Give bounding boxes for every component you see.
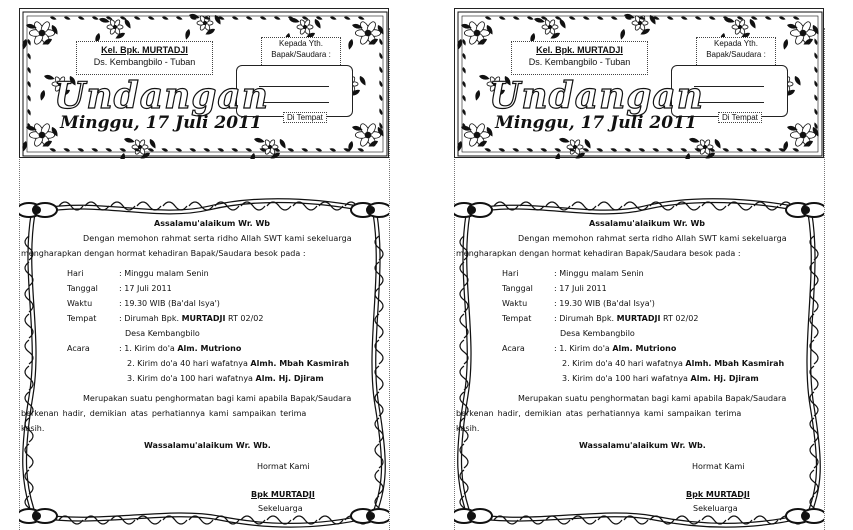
event-name: Alm. Hj. Djiram bbox=[255, 374, 324, 383]
recipient-header bbox=[696, 37, 776, 67]
event-name: Alm. Mutriono bbox=[177, 344, 242, 353]
sender-name: Kel. Bpk. MURTADJI bbox=[101, 45, 188, 55]
detail-label: Waktu bbox=[502, 299, 528, 308]
opening-greeting: Assalamu'alaikum Wr. Wb bbox=[154, 219, 271, 228]
invitation-title: Undangan bbox=[54, 75, 269, 117]
detail-value: Desa Kembangbilo bbox=[125, 329, 200, 338]
invitation-title: Undangan bbox=[489, 75, 704, 117]
place-prefix: : Dirumah Bpk. bbox=[554, 314, 615, 323]
sender-box bbox=[76, 41, 213, 75]
detail-value: Desa Kembangbilo bbox=[560, 329, 635, 338]
event-name: Almh. Mbah Kasmirah bbox=[685, 359, 785, 368]
closing-line-2: berkenan hadir, demikian atas perhatiannya kami sampaikan terima bbox=[21, 409, 307, 418]
event-text: : 1. Kirim do'a bbox=[554, 344, 610, 353]
event-text: 2. Kirim do'a 40 hari wafatnya bbox=[562, 359, 683, 368]
invitation-card-right bbox=[454, 8, 824, 530]
detail-value: : 19.30 WIB (Ba'dal Isya') bbox=[554, 299, 655, 308]
invitation-cover bbox=[19, 8, 389, 158]
intro-line-2: mengharapkan dengan hormat kehadiran Bapak/Saudara besok pada : bbox=[21, 249, 306, 258]
signer-family: Sekeluarga bbox=[258, 504, 303, 513]
event-item-1 bbox=[554, 343, 676, 354]
detail-label: Acara bbox=[67, 344, 90, 353]
recipient-place: Di Tempat bbox=[283, 112, 327, 123]
detail-value bbox=[554, 313, 698, 324]
sender-name: Kel. Bpk. MURTADJI bbox=[536, 45, 623, 55]
detail-value: : Minggu malam Senin bbox=[119, 269, 209, 278]
event-item-2 bbox=[562, 358, 784, 369]
address-line bbox=[694, 86, 764, 87]
recipient-to: Kepada Yth. bbox=[714, 39, 758, 48]
recipient-salutation: Bapak/Saudara : bbox=[271, 50, 331, 59]
detail-label: Tempat bbox=[502, 314, 532, 323]
invitation-cover bbox=[454, 8, 824, 158]
closing-line-1: Merupakan suatu penghormatan bagi kami apabila Bapak/Saudara bbox=[518, 394, 787, 403]
address-line bbox=[259, 102, 329, 103]
detail-value: : Minggu malam Senin bbox=[554, 269, 644, 278]
closing-line-3: kasih. bbox=[456, 424, 480, 433]
event-name: Alm. Mutriono bbox=[612, 344, 677, 353]
signer-name: Bpk MURTADJI bbox=[251, 490, 315, 499]
detail-label: Acara bbox=[502, 344, 525, 353]
signer-name: Bpk MURTADJI bbox=[686, 490, 750, 499]
event-text: : 1. Kirim do'a bbox=[119, 344, 175, 353]
place-suffix: RT 02/02 bbox=[228, 314, 264, 323]
event-name: Alm. Hj. Djiram bbox=[690, 374, 759, 383]
invitation-date: Minggu, 17 Juli 2011 bbox=[495, 113, 697, 133]
closing-greeting: Wassalamu'alaikum Wr. Wb. bbox=[579, 441, 706, 450]
closing-greeting: Wassalamu'alaikum Wr. Wb. bbox=[144, 441, 271, 450]
intro-line-1: Dengan memohon rahmat serta ridho Allah SWT kami sekeluarga bbox=[518, 234, 787, 243]
event-item-1 bbox=[119, 343, 241, 354]
closing-line-1: Merupakan suatu penghormatan bagi kami apabila Bapak/Saudara bbox=[83, 394, 352, 403]
detail-value: : 19.30 WIB (Ba'dal Isya') bbox=[119, 299, 220, 308]
sender-address: Ds. Kembangbilo - Tuban bbox=[528, 57, 631, 67]
recipient-salutation: Bapak/Saudara : bbox=[706, 50, 766, 59]
detail-value bbox=[119, 313, 263, 324]
event-text: 3. Kirim do'a 100 hari wafatnya bbox=[562, 374, 688, 383]
host-name: MURTADJI bbox=[181, 314, 226, 323]
regards: Hormat Kami bbox=[692, 462, 745, 471]
detail-label: Waktu bbox=[67, 299, 93, 308]
sender-box bbox=[511, 41, 648, 75]
event-name: Almh. Mbah Kasmirah bbox=[250, 359, 350, 368]
closing-line-2: berkenan hadir, demikian atas perhatiannya kami sampaikan terima bbox=[456, 409, 742, 418]
detail-label: Tanggal bbox=[67, 284, 98, 293]
sender-address: Ds. Kembangbilo - Tuban bbox=[93, 57, 196, 67]
event-item-3 bbox=[562, 373, 759, 384]
intro-line-1: Dengan memohon rahmat serta ridho Allah SWT kami sekeluarga bbox=[83, 234, 352, 243]
detail-label: Hari bbox=[502, 269, 519, 278]
detail-value: : 17 Juli 2011 bbox=[119, 284, 172, 293]
regards: Hormat Kami bbox=[257, 462, 310, 471]
signer-family: Sekeluarga bbox=[693, 504, 738, 513]
recipient-header bbox=[261, 37, 341, 67]
opening-greeting: Assalamu'alaikum Wr. Wb bbox=[589, 219, 706, 228]
place-suffix: RT 02/02 bbox=[663, 314, 699, 323]
invitation-card-left bbox=[19, 8, 389, 530]
detail-label: Hari bbox=[67, 269, 84, 278]
event-item-3 bbox=[127, 373, 324, 384]
event-text: 3. Kirim do'a 100 hari wafatnya bbox=[127, 374, 253, 383]
event-text: 2. Kirim do'a 40 hari wafatnya bbox=[127, 359, 248, 368]
intro-line-2: mengharapkan dengan hormat kehadiran Bapak/Saudara besok pada : bbox=[456, 249, 741, 258]
place-prefix: : Dirumah Bpk. bbox=[119, 314, 180, 323]
host-name: MURTADJI bbox=[616, 314, 661, 323]
invitation-date: Minggu, 17 Juli 2011 bbox=[60, 113, 262, 133]
address-line bbox=[694, 102, 764, 103]
recipient-place: Di Tempat bbox=[718, 112, 762, 123]
address-line bbox=[259, 86, 329, 87]
detail-label: Tempat bbox=[67, 314, 97, 323]
recipient-to: Kepada Yth. bbox=[279, 39, 323, 48]
closing-line-3: kasih. bbox=[21, 424, 45, 433]
detail-label: Tanggal bbox=[502, 284, 533, 293]
event-item-2 bbox=[127, 358, 349, 369]
detail-value: : 17 Juli 2011 bbox=[554, 284, 607, 293]
